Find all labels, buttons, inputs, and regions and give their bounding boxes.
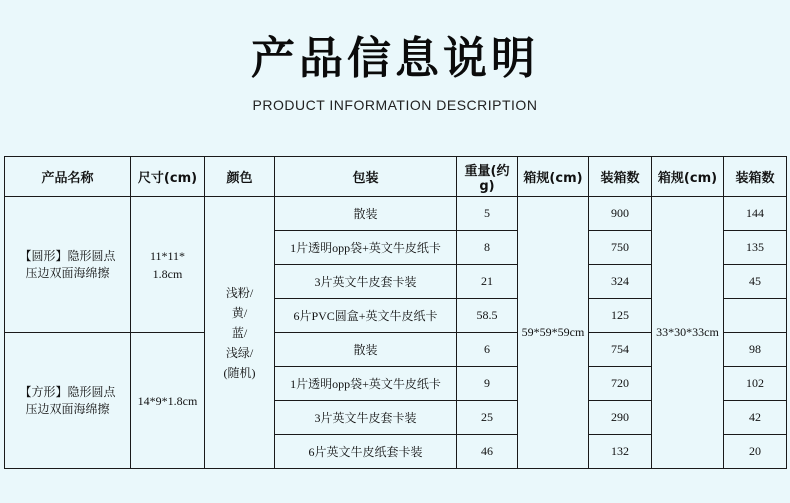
packaging-cell: 1片透明opp袋+英文牛皮纸卡 xyxy=(275,367,457,401)
qty-1-cell: 125 xyxy=(589,299,652,333)
packaging-cell: 1片透明opp袋+英文牛皮纸卡 xyxy=(275,231,457,265)
weight-cell: 5 xyxy=(457,197,518,231)
header-box-spec-2: 箱规(cm) xyxy=(652,157,724,197)
qty-2-cell: 42 xyxy=(724,401,787,435)
packaging-cell: 6片英文牛皮纸套卡装 xyxy=(275,435,457,469)
weight-cell: 9 xyxy=(457,367,518,401)
packaging-cell: 6片PVC圆盒+英文牛皮纸卡 xyxy=(275,299,457,333)
qty-2-cell: 144 xyxy=(724,197,787,231)
header-qty-1: 装箱数 xyxy=(589,157,652,197)
weight-cell: 8 xyxy=(457,231,518,265)
packaging-cell: 散装 xyxy=(275,333,457,367)
product-size-square: 14*9*1.8cm xyxy=(131,333,205,469)
weight-cell: 21 xyxy=(457,265,518,299)
packaging-cell: 散装 xyxy=(275,197,457,231)
table-header-row xyxy=(5,157,787,197)
table-row xyxy=(5,197,787,231)
qty-1-cell: 132 xyxy=(589,435,652,469)
header-packaging: 包装 xyxy=(275,157,457,197)
qty-2-cell: 135 xyxy=(724,231,787,265)
product-name-round: 【圆形】隐形圆点 压边双面海绵擦 xyxy=(5,197,131,333)
header-weight: 重量(约g) xyxy=(457,157,518,197)
qty-2-cell: 102 xyxy=(724,367,787,401)
weight-cell: 25 xyxy=(457,401,518,435)
product-name-square: 【方形】隐形圆点 压边双面海绵擦 xyxy=(5,333,131,469)
qty-1-cell: 324 xyxy=(589,265,652,299)
product-info-table xyxy=(4,156,787,469)
product-size-round: 11*11* 1.8cm xyxy=(131,197,205,333)
header-qty-2: 装箱数 xyxy=(724,157,787,197)
qty-1-cell: 290 xyxy=(589,401,652,435)
weight-cell: 58.5 xyxy=(457,299,518,333)
qty-2-cell xyxy=(724,299,787,333)
weight-cell: 6 xyxy=(457,333,518,367)
box-spec-1-cell: 59*59*59cm xyxy=(518,197,589,469)
packaging-cell: 3片英文牛皮套卡装 xyxy=(275,265,457,299)
qty-2-cell: 20 xyxy=(724,435,787,469)
header-color: 颜色 xyxy=(205,157,275,197)
header-name: 产品名称 xyxy=(5,157,131,197)
page-title: 产品信息说明 xyxy=(251,33,539,84)
qty-2-cell: 45 xyxy=(724,265,787,299)
product-color: 浅粉/ 黄/ 蓝/ 浅绿/ (随机) xyxy=(205,197,275,469)
header-size: 尺寸(cm) xyxy=(131,157,205,197)
box-spec-2-cell: 33*30*33cm xyxy=(652,197,724,469)
qty-1-cell: 900 xyxy=(589,197,652,231)
qty-1-cell: 750 xyxy=(589,231,652,265)
weight-cell: 46 xyxy=(457,435,518,469)
header-box-spec-1: 箱规(cm) xyxy=(518,157,589,197)
packaging-cell: 3片英文牛皮套卡装 xyxy=(275,401,457,435)
qty-2-cell: 98 xyxy=(724,333,787,367)
qty-1-cell: 720 xyxy=(589,367,652,401)
qty-1-cell: 754 xyxy=(589,333,652,367)
page-subtitle: PRODUCT INFORMATION DESCRIPTION xyxy=(252,97,538,113)
